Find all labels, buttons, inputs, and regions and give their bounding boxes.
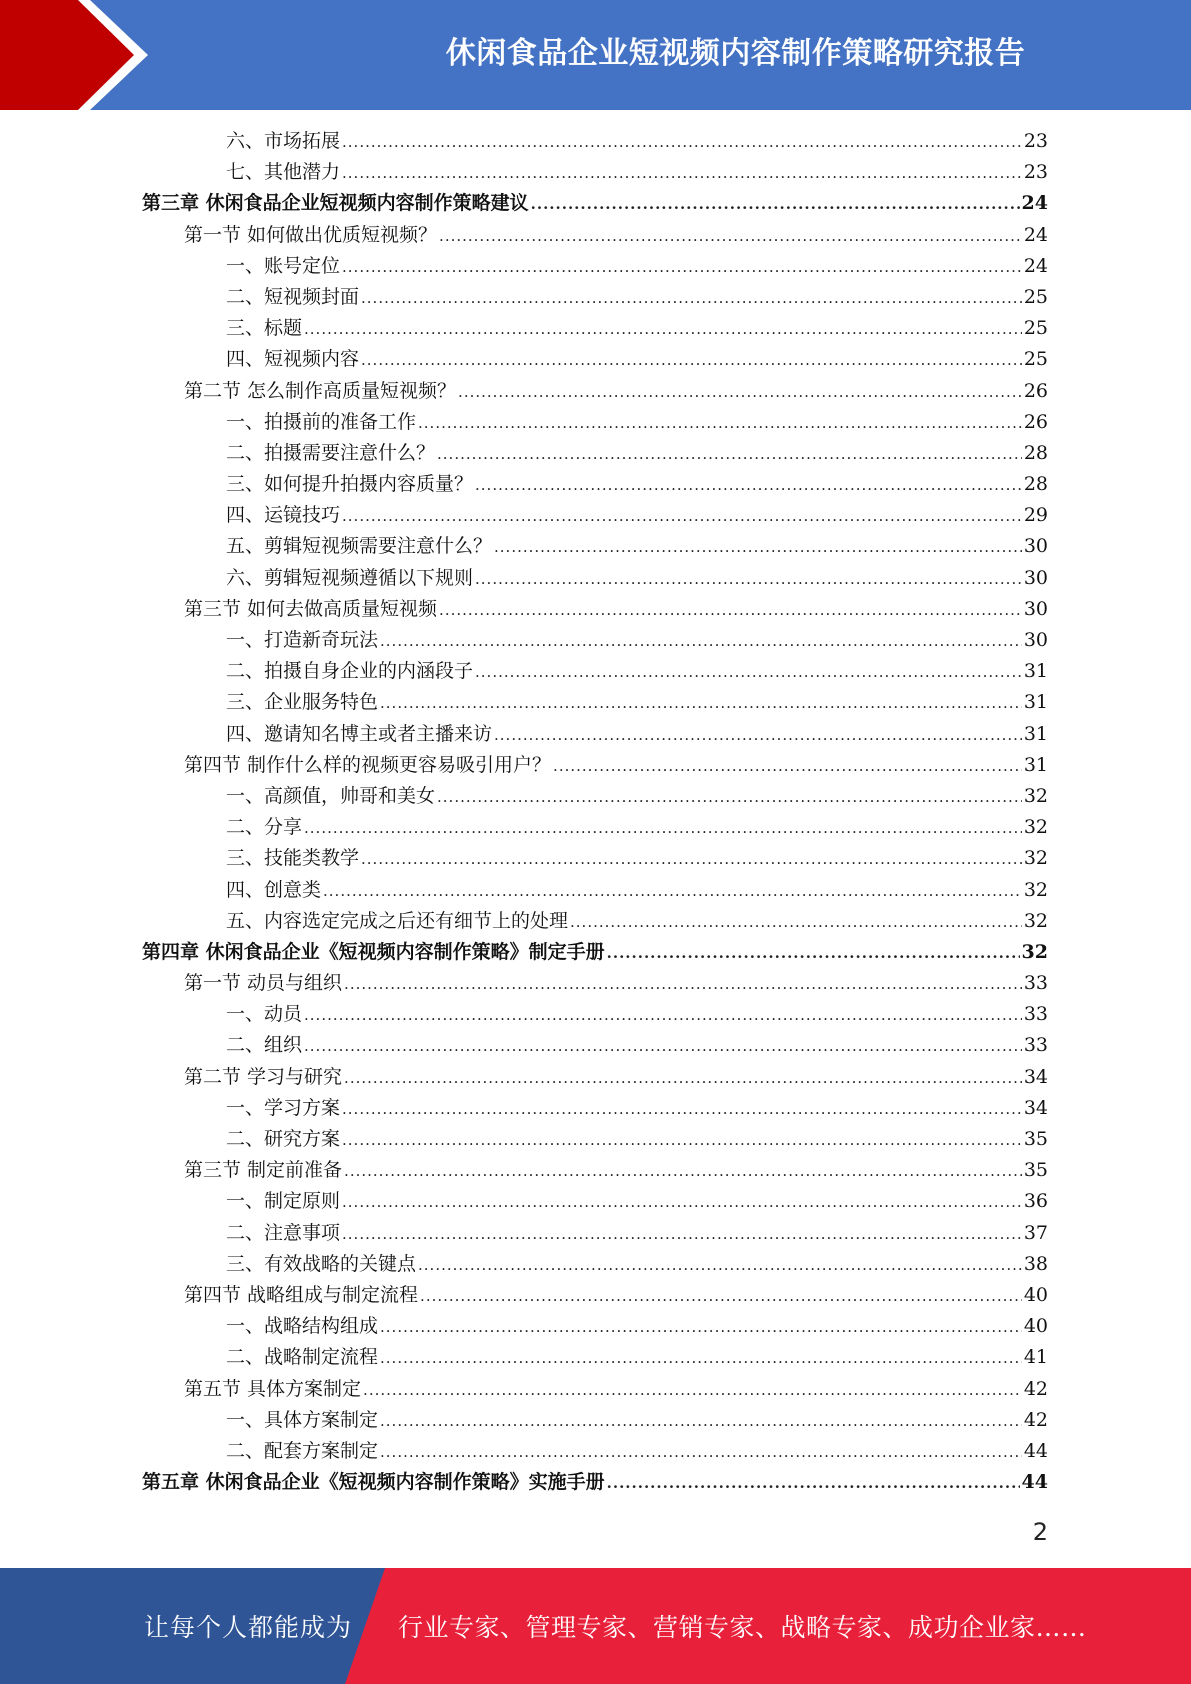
toc-entry-page: 32	[1023, 784, 1048, 807]
toc-entry-title: 一、打造新奇玩法	[226, 629, 379, 651]
toc-entry-page: 33	[1023, 1034, 1048, 1057]
toc-entry-page: 29	[1023, 504, 1048, 527]
toc-subsection-entry[interactable]	[142, 126, 1048, 157]
toc-entry-title: 二、短视频封面	[226, 285, 360, 308]
toc-entry-title: 一、具体方案制定	[226, 1408, 379, 1431]
toc-subsection-entry[interactable]	[142, 282, 1048, 313]
toc-entry-page: 25	[1023, 285, 1048, 308]
toc-dot-leader	[342, 1187, 1022, 1218]
page-footer	[0, 1568, 1191, 1684]
toc-dot-leader	[475, 657, 1022, 688]
toc-entry-page: 26	[1023, 379, 1048, 402]
toc-dot-leader	[570, 907, 1022, 938]
toc-entry-page: 35	[1023, 1159, 1048, 1182]
toc-entry-title: 三、标题	[226, 317, 303, 340]
toc-entry-page: 35	[1023, 1128, 1048, 1150]
toc-entry-page: 44	[1023, 1439, 1048, 1462]
toc-dot-leader	[437, 782, 1022, 813]
toc-dot-leader	[342, 158, 1022, 189]
toc-entry-page: 31	[1023, 691, 1048, 714]
toc-entry-title: 二、分享	[226, 816, 303, 839]
toc-subsection-entry[interactable]	[142, 438, 1048, 469]
toc-entry-page: 40	[1023, 1283, 1048, 1306]
toc-entry-page: 30	[1023, 629, 1048, 651]
toc-entry-title: 三、技能类教学	[226, 847, 360, 870]
toc-section-entry[interactable]	[142, 1155, 1048, 1186]
toc-entry-title: 七、其他潜力	[226, 161, 341, 184]
toc-dot-leader	[342, 1094, 1022, 1125]
toc-entry-title: 四、创意类	[226, 878, 322, 901]
toc-subsection-entry[interactable]	[142, 1249, 1048, 1280]
toc-section-entry[interactable]	[142, 750, 1048, 781]
toc-dot-leader	[380, 1437, 1022, 1468]
toc-subsection-entry[interactable]	[142, 843, 1048, 874]
toc-subsection-entry[interactable]	[142, 1186, 1048, 1217]
toc-subsection-entry[interactable]	[142, 625, 1048, 656]
toc-entry-page: 32	[1021, 940, 1048, 963]
toc-subsection-entry[interactable]	[142, 1436, 1048, 1467]
toc-dot-leader	[342, 127, 1022, 158]
toc-entry-page: 24	[1021, 192, 1048, 215]
toc-entry-page: 34	[1023, 1065, 1048, 1088]
toc-section-entry[interactable]	[142, 968, 1048, 999]
toc-entry-page: 44	[1021, 1471, 1048, 1494]
toc-entry-page: 28	[1023, 441, 1048, 464]
toc-entry-title: 第三节 制定前准备	[184, 1159, 343, 1182]
footer-slogan-left: 让每个人都能成为	[144, 1613, 353, 1642]
footer-slogan-right: 行业专家、管理专家、营销专家、战略专家、成功企业家……	[398, 1613, 1087, 1642]
toc-entry-page: 28	[1023, 473, 1048, 496]
toc-entry-page: 25	[1023, 348, 1048, 371]
document-title: 休闲食品企业短视频内容制作策略研究报告	[445, 36, 1026, 71]
toc-entry-title: 二、战略制定流程	[226, 1346, 379, 1369]
toc-entry-title: 二、配套方案制定	[226, 1439, 379, 1462]
toc-subsection-entry[interactable]	[142, 531, 1048, 562]
toc-chapter-entry[interactable]	[142, 188, 1048, 219]
toc-entry-page: 36	[1023, 1190, 1048, 1213]
toc-subsection-entry[interactable]	[142, 313, 1048, 344]
toc-entry-title: 第五节 具体方案制定	[184, 1377, 362, 1400]
toc-subsection-entry[interactable]	[142, 344, 1048, 375]
toc-section-entry[interactable]	[142, 594, 1048, 625]
toc-dot-leader	[439, 221, 1022, 252]
toc-dot-leader	[420, 1281, 1022, 1312]
toc-dot-leader	[475, 564, 1022, 595]
toc-dot-leader	[361, 844, 1022, 875]
toc-section-entry[interactable]	[142, 220, 1048, 251]
toc-subsection-entry[interactable]	[142, 157, 1048, 188]
toc-entry-title: 二、注意事项	[226, 1221, 341, 1244]
toc-subsection-entry[interactable]	[142, 251, 1048, 282]
toc-entry-page: 25	[1023, 317, 1048, 340]
toc-entry-page: 37	[1023, 1221, 1048, 1244]
toc-chapter-entry[interactable]	[142, 937, 1048, 968]
toc-entry-title: 第四节 制作什么样的视频更容易吸引用户？	[184, 753, 552, 776]
toc-entry-page: 23	[1023, 130, 1048, 152]
toc-subsection-entry[interactable]	[142, 563, 1048, 594]
toc-dot-leader	[380, 1312, 1022, 1343]
toc-subsection-entry[interactable]	[142, 906, 1048, 937]
toc-dot-leader	[342, 252, 1022, 283]
page-number: 2	[1032, 1518, 1048, 1546]
toc-entry-page: 33	[1023, 1003, 1048, 1026]
toc-entry-title: 第四章 休闲食品企业《短视频内容制作策略》制定手册	[142, 940, 605, 963]
toc-entry-page: 26	[1023, 410, 1048, 433]
page-header	[0, 0, 1191, 110]
toc-entry-title: 六、市场拓展	[226, 130, 341, 152]
toc-dot-leader	[344, 969, 1022, 1000]
toc-subsection-entry[interactable]	[142, 407, 1048, 438]
toc-entry-page: 32	[1023, 878, 1048, 901]
toc-entry-title: 二、拍摄需要注意什么？	[226, 441, 436, 464]
toc-entry-title: 四、短视频内容	[226, 348, 360, 371]
toc-dot-leader	[475, 470, 1022, 501]
toc-dot-leader	[323, 876, 1022, 907]
toc-dot-leader	[361, 283, 1022, 314]
toc-entry-title: 第三章 休闲食品企业短视频内容制作策略建议	[142, 192, 529, 215]
toc-section-entry[interactable]	[142, 1062, 1048, 1093]
toc-dot-leader	[458, 377, 1022, 408]
toc-dot-leader	[380, 1343, 1022, 1374]
toc-entry-title: 第一节 如何做出优质短视频？	[184, 223, 438, 246]
toc-dot-leader	[304, 314, 1022, 345]
toc-subsection-entry[interactable]	[142, 656, 1048, 687]
toc-entry-title: 四、邀请知名博主或者主播来访	[226, 722, 493, 745]
toc-entry-title: 第五章 休闲食品企业《短视频内容制作策略》实施手册	[142, 1471, 605, 1494]
toc-entry-title: 第一节 动员与组织	[184, 972, 343, 995]
toc-subsection-entry[interactable]	[142, 687, 1048, 718]
toc-dot-leader	[494, 532, 1022, 563]
toc-entry-title: 五、内容选定完成之后还有细节上的处理	[226, 909, 569, 932]
toc-dot-leader	[437, 439, 1022, 470]
toc-subsection-entry[interactable]	[142, 1342, 1048, 1373]
toc-entry-page: 40	[1023, 1315, 1048, 1338]
toc-entry-title: 一、制定原则	[226, 1190, 341, 1213]
toc-dot-leader	[531, 189, 1020, 220]
toc-subsection-entry[interactable]	[142, 875, 1048, 906]
toc-entry-page: 38	[1023, 1252, 1048, 1275]
toc-dot-leader	[304, 813, 1022, 844]
toc-entry-title: 二、组织	[226, 1034, 303, 1057]
toc-entry-page: 24	[1023, 254, 1048, 277]
toc-entry-title: 二、研究方案	[226, 1128, 341, 1150]
toc-dot-leader	[553, 751, 1022, 782]
toc-dot-leader	[380, 688, 1022, 719]
toc-entry-title: 三、有效战略的关键点	[226, 1252, 417, 1275]
toc-subsection-entry[interactable]	[142, 1311, 1048, 1342]
toc-section-entry[interactable]	[142, 1374, 1048, 1405]
toc-entry-page: 42	[1023, 1408, 1048, 1431]
toc-entry-title: 三、如何提升拍摄内容质量？	[226, 473, 474, 496]
toc-entry-title: 二、拍摄自身企业的内涵段子	[226, 660, 474, 683]
toc-subsection-entry[interactable]	[142, 1030, 1048, 1061]
toc-dot-leader	[380, 1406, 1022, 1437]
toc-dot-leader	[418, 408, 1022, 439]
toc-entry-title: 四、运镜技巧	[226, 504, 341, 527]
toc-entry-page: 31	[1023, 753, 1048, 776]
toc-entry-title: 一、高颜值，帅哥和美女	[226, 784, 436, 807]
toc-entry-title: 一、动员	[226, 1003, 303, 1026]
toc-entry-title: 第三节 如何去做高质量短视频	[184, 597, 438, 620]
toc-dot-leader	[607, 938, 1020, 969]
toc-entry-page: 30	[1023, 535, 1048, 558]
toc-subsection-entry[interactable]	[142, 812, 1048, 843]
toc-dot-leader	[304, 1031, 1022, 1062]
toc-entry-title: 三、企业服务特色	[226, 691, 379, 714]
toc-chapter-entry[interactable]	[142, 1467, 1048, 1498]
toc-subsection-entry[interactable]	[142, 719, 1048, 750]
toc-entry-title: 一、战略结构组成	[226, 1315, 379, 1338]
toc-dot-leader	[439, 595, 1022, 626]
toc-dot-leader	[342, 501, 1022, 532]
toc-section-entry[interactable]	[142, 1280, 1048, 1311]
toc-entry-page: 32	[1023, 816, 1048, 839]
toc-subsection-entry[interactable]	[142, 781, 1048, 812]
toc-subsection-entry[interactable]	[142, 1218, 1048, 1249]
toc-entry-title: 六、剪辑短视频遵循以下规则	[226, 566, 474, 589]
toc-dot-leader	[607, 1468, 1020, 1499]
toc-dot-leader	[304, 1000, 1022, 1031]
toc-entry-page: 42	[1023, 1377, 1048, 1400]
toc-entry-page: 23	[1023, 161, 1048, 184]
toc-entry-title: 第二节 怎么制作高质量短视频？	[184, 379, 457, 402]
toc-subsection-entry[interactable]	[142, 1405, 1048, 1436]
toc-entry-title: 一、拍摄前的准备工作	[226, 410, 417, 433]
toc-entry-page: 30	[1023, 566, 1048, 589]
toc-entry-page: 31	[1023, 660, 1048, 683]
toc-entry-page: 24	[1023, 223, 1048, 246]
toc-dot-leader	[361, 345, 1022, 376]
toc-entry-page: 32	[1023, 909, 1048, 932]
toc-dot-leader	[342, 1219, 1022, 1250]
toc-entry-page: 41	[1023, 1346, 1048, 1369]
toc-entry-title: 第四节 战略组成与制定流程	[184, 1283, 419, 1306]
toc-entry-page: 32	[1023, 847, 1048, 870]
toc-entry-page: 30	[1023, 597, 1048, 620]
toc-entry-title: 第二节 学习与研究	[184, 1065, 343, 1088]
toc-dot-leader	[344, 1156, 1022, 1187]
toc-section-entry[interactable]	[142, 376, 1048, 407]
toc-entry-title: 五、剪辑短视频需要注意什么？	[226, 535, 493, 558]
toc-dot-leader	[380, 626, 1022, 657]
toc-subsection-entry[interactable]	[142, 1124, 1048, 1155]
toc-entry-title: 一、学习方案	[226, 1096, 341, 1119]
toc-subsection-entry[interactable]	[142, 1093, 1048, 1124]
toc-dot-leader	[363, 1375, 1022, 1406]
toc-dot-leader	[344, 1063, 1022, 1094]
table-of-contents	[142, 126, 1048, 1498]
toc-dot-leader	[494, 720, 1022, 751]
toc-subsection-entry[interactable]	[142, 999, 1048, 1030]
toc-entry-page: 31	[1023, 722, 1048, 745]
toc-dot-leader	[342, 1125, 1022, 1156]
toc-entry-page: 34	[1023, 1096, 1048, 1119]
toc-subsection-entry[interactable]	[142, 469, 1048, 500]
toc-entry-page: 33	[1023, 972, 1048, 995]
toc-dot-leader	[418, 1250, 1022, 1281]
toc-subsection-entry[interactable]	[142, 500, 1048, 531]
toc-entry-title: 一、账号定位	[226, 254, 341, 277]
